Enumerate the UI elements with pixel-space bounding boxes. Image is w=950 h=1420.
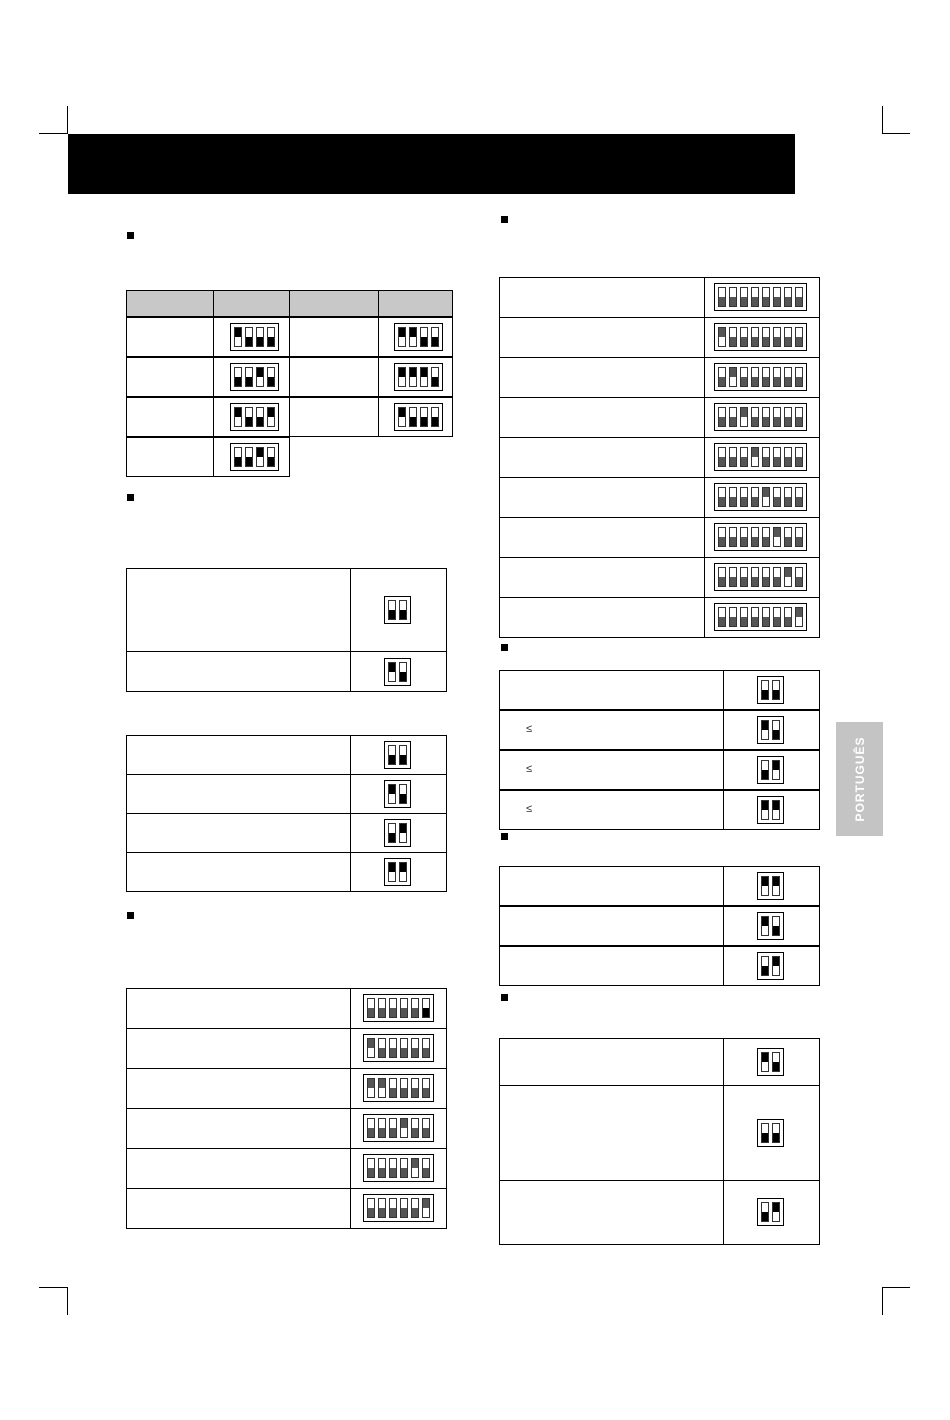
- dip-switch: [363, 1034, 434, 1062]
- dip-switch-lever: [367, 998, 375, 1018]
- dip-switch: [714, 603, 807, 631]
- dip-switch-lever: [398, 407, 406, 427]
- dip-switch: [384, 658, 411, 686]
- dip-switch-lever: [256, 367, 264, 387]
- table-divider: [723, 907, 724, 945]
- dip-switch-lever: [388, 862, 396, 882]
- dip-switch-lever: [400, 998, 408, 1018]
- dip-switch-lever: [389, 1078, 397, 1098]
- less-or-equal-symbol: ≤: [526, 723, 533, 735]
- section-bullet: [127, 494, 134, 501]
- dip-switch-lever: [740, 487, 748, 507]
- dip-switch-lever: [761, 876, 769, 896]
- dip-switch-lever: [378, 998, 386, 1018]
- dip-switch-lever: [740, 527, 748, 547]
- table-divider: [378, 318, 379, 356]
- dip-switch-lever: [398, 367, 406, 387]
- dip-switch-lever: [772, 1202, 780, 1222]
- dip-switch-lever: [400, 1198, 408, 1218]
- table-divider: [350, 736, 351, 774]
- dip-switch-lever: [762, 327, 770, 347]
- dip-switch-lever: [431, 407, 439, 427]
- dip-switch-lever: [773, 607, 781, 627]
- dip-switch-lever: [245, 407, 253, 427]
- table-divider: [350, 1149, 351, 1188]
- dip-switch-lever: [795, 287, 803, 307]
- dip-switch-lever: [398, 327, 406, 347]
- table-divider: [350, 652, 351, 691]
- crop-mark-bottom-left-h: [39, 1287, 67, 1288]
- dip-switch: [714, 403, 807, 431]
- dip-switch-lever: [761, 800, 769, 820]
- dip-switch-lever: [718, 327, 726, 347]
- dip-switch-lever: [420, 367, 428, 387]
- table-divider: [350, 989, 351, 1028]
- dip-switch-lever: [388, 784, 396, 804]
- table-divider: [350, 1189, 351, 1228]
- dip-switch-lever: [773, 407, 781, 427]
- dip-switch-lever: [399, 745, 407, 765]
- dip-switch-lever: [378, 1158, 386, 1178]
- dip-switch-lever: [411, 1198, 419, 1218]
- dip-switch: [363, 1194, 434, 1222]
- dip-switch: [394, 323, 443, 351]
- dip-switch-lever: [718, 607, 726, 627]
- dip-switch-lever: [795, 367, 803, 387]
- dip-switch: [714, 563, 807, 591]
- table-divider: [723, 1039, 724, 1085]
- dip-switch-lever: [411, 1078, 419, 1098]
- table-divider: [350, 569, 351, 651]
- dip-switch-lever: [399, 662, 407, 682]
- dip-switch-lever: [729, 487, 737, 507]
- dip-switch: [230, 323, 279, 351]
- dip-switch-lever: [729, 567, 737, 587]
- dip-switch-lever: [422, 1158, 430, 1178]
- dip-switch-lever: [431, 367, 439, 387]
- dip-switch-lever: [422, 998, 430, 1018]
- table-divider: [350, 1109, 351, 1148]
- dip-switch-lever: [762, 447, 770, 467]
- table-divider: [723, 751, 724, 789]
- section-bullet: [127, 912, 134, 919]
- dip-switch-lever: [795, 327, 803, 347]
- dip-switch-lever: [729, 447, 737, 467]
- dip-switch-lever: [772, 680, 780, 700]
- table-header-cell: [213, 290, 290, 317]
- language-side-tab-label: PORTUGUÊS: [852, 736, 867, 822]
- dip-switch-lever: [762, 487, 770, 507]
- table-divider: [723, 711, 724, 749]
- dip-switch-lever: [234, 407, 242, 427]
- dip-switch-lever: [378, 1198, 386, 1218]
- section-bullet: [501, 216, 508, 223]
- dip-switch-lever: [751, 487, 759, 507]
- table-divider: [704, 398, 705, 437]
- dip-switch-lever: [267, 367, 275, 387]
- dip-switch-lever: [411, 998, 419, 1018]
- dip-switch-lever: [367, 1038, 375, 1058]
- table-divider: [723, 791, 724, 829]
- dip-switch-lever: [772, 1052, 780, 1072]
- dip-switch-lever: [389, 1118, 397, 1138]
- dip-switch: [394, 403, 443, 431]
- dip-switch: [757, 796, 784, 824]
- dip-switch-lever: [400, 1078, 408, 1098]
- dip-switch-lever: [784, 487, 792, 507]
- table-divider: [289, 358, 290, 396]
- dip-switch-lever: [795, 407, 803, 427]
- dip-switch-lever: [772, 876, 780, 896]
- dip-switch-lever: [761, 916, 769, 936]
- dip-switch-lever: [245, 327, 253, 347]
- table-divider: [213, 318, 214, 356]
- section-bullet: [501, 994, 508, 1001]
- dip-switch-lever: [795, 567, 803, 587]
- table-divider: [704, 558, 705, 597]
- table-divider: [289, 318, 290, 356]
- dip-switch-lever: [378, 1118, 386, 1138]
- table-divider: [289, 398, 290, 436]
- dip-switch-lever: [367, 1198, 375, 1218]
- crop-mark-top-left-h: [39, 133, 67, 134]
- table-divider: [723, 1181, 724, 1244]
- dip-switch: [757, 676, 784, 704]
- dip-switch-lever: [740, 407, 748, 427]
- dip-switch: [714, 323, 807, 351]
- dip-switch-lever: [751, 447, 759, 467]
- dip-switch-lever: [399, 823, 407, 843]
- dip-switch: [384, 596, 411, 624]
- dip-switch: [757, 1048, 784, 1076]
- dip-switch-lever: [409, 407, 417, 427]
- dip-switch: [230, 403, 279, 431]
- dip-switch-lever: [399, 784, 407, 804]
- dip-switch-lever: [267, 327, 275, 347]
- dip-switch-lever: [784, 567, 792, 587]
- dip-switch-lever: [431, 327, 439, 347]
- dip-switch-lever: [367, 1078, 375, 1098]
- dip-switch-lever: [729, 407, 737, 427]
- table-divider: [723, 867, 724, 905]
- less-or-equal-symbol: ≤: [526, 803, 533, 815]
- dip-switch-lever: [762, 567, 770, 587]
- dip-switch-lever: [399, 600, 407, 620]
- dip-switch: [714, 283, 807, 311]
- table-divider: [213, 438, 214, 476]
- dip-switch: [757, 872, 784, 900]
- dip-switch-lever: [773, 487, 781, 507]
- dip-switch-lever: [784, 327, 792, 347]
- crop-mark-top-right-h: [882, 133, 910, 134]
- dip-switch-lever: [718, 287, 726, 307]
- dip-switch: [363, 1114, 434, 1142]
- dip-switch: [714, 483, 807, 511]
- dip-switch-lever: [773, 567, 781, 587]
- dip-switch-lever: [729, 607, 737, 627]
- dip-switch: [363, 1074, 434, 1102]
- dip-switch: [757, 952, 784, 980]
- dip-switch: [394, 363, 443, 391]
- table-divider: [350, 775, 351, 813]
- dip-switch-lever: [795, 607, 803, 627]
- dip-switch-lever: [772, 720, 780, 740]
- dip-switch-lever: [772, 956, 780, 976]
- dip-switch-lever: [772, 760, 780, 780]
- dip-switch: [384, 741, 411, 769]
- dip-switch-lever: [718, 447, 726, 467]
- table-divider: [723, 1086, 724, 1180]
- table-divider: [704, 358, 705, 397]
- dip-switch-lever: [740, 567, 748, 587]
- dip-switch-lever: [256, 327, 264, 347]
- table-divider: [723, 947, 724, 985]
- dip-switch-lever: [718, 367, 726, 387]
- dip-switch-lever: [409, 367, 417, 387]
- dip-switch-lever: [422, 1038, 430, 1058]
- dip-switch-lever: [400, 1118, 408, 1138]
- dip-switch: [757, 1119, 784, 1147]
- dip-switch-lever: [784, 407, 792, 427]
- table-divider: [350, 1069, 351, 1108]
- dip-switch: [384, 819, 411, 847]
- dip-switch-lever: [784, 367, 792, 387]
- dip-switch-lever: [784, 447, 792, 467]
- table-divider: [704, 318, 705, 357]
- dip-switch-lever: [420, 407, 428, 427]
- dip-switch-lever: [245, 367, 253, 387]
- dip-switch: [363, 994, 434, 1022]
- table-divider: [213, 398, 214, 436]
- table-divider: [378, 358, 379, 396]
- dip-switch-lever: [367, 1118, 375, 1138]
- dip-switch: [230, 443, 279, 471]
- dip-switch-lever: [422, 1078, 430, 1098]
- section-bullet: [501, 833, 508, 840]
- less-or-equal-symbol: ≤: [526, 763, 533, 775]
- dip-switch-lever: [751, 527, 759, 547]
- dip-switch-lever: [411, 1038, 419, 1058]
- dip-switch-lever: [267, 447, 275, 467]
- table-header-cell: [126, 290, 214, 317]
- table-divider: [350, 853, 351, 891]
- crop-mark-bottom-right-v: [882, 1287, 883, 1315]
- dip-switch-lever: [256, 447, 264, 467]
- dip-switch: [757, 756, 784, 784]
- dip-switch-lever: [256, 407, 264, 427]
- dip-switch: [714, 443, 807, 471]
- dip-switch-lever: [772, 800, 780, 820]
- table-divider: [704, 438, 705, 477]
- crop-mark-top-left-v: [67, 106, 68, 134]
- dip-switch-lever: [718, 527, 726, 547]
- dip-switch-lever: [784, 607, 792, 627]
- section-bullet: [127, 232, 134, 239]
- dip-switch-lever: [718, 487, 726, 507]
- dip-switch-lever: [773, 527, 781, 547]
- table-divider: [704, 278, 705, 317]
- table-divider: [723, 671, 724, 709]
- dip-switch-lever: [773, 327, 781, 347]
- dip-switch-lever: [409, 327, 417, 347]
- dip-switch-lever: [762, 407, 770, 427]
- dip-switch-lever: [795, 487, 803, 507]
- dip-switch-lever: [718, 407, 726, 427]
- dip-switch-lever: [420, 327, 428, 347]
- dip-switch-lever: [761, 680, 769, 700]
- dip-switch-lever: [378, 1038, 386, 1058]
- dip-switch-lever: [751, 407, 759, 427]
- dip-switch-lever: [761, 1052, 769, 1072]
- dip-switch-lever: [784, 287, 792, 307]
- dip-switch: [230, 363, 279, 391]
- dip-switch-lever: [729, 367, 737, 387]
- dip-switch-lever: [751, 567, 759, 587]
- dip-switch-lever: [411, 1158, 419, 1178]
- dip-switch-lever: [762, 367, 770, 387]
- dip-switch-lever: [751, 607, 759, 627]
- dip-switch: [363, 1154, 434, 1182]
- dip-switch-lever: [411, 1118, 419, 1138]
- dip-switch-lever: [718, 567, 726, 587]
- dip-switch-lever: [389, 1038, 397, 1058]
- dip-switch-lever: [400, 1038, 408, 1058]
- dip-switch-lever: [740, 287, 748, 307]
- dip-switch-lever: [762, 527, 770, 547]
- dip-switch-lever: [772, 916, 780, 936]
- dip-switch-lever: [729, 287, 737, 307]
- dip-switch-lever: [389, 1198, 397, 1218]
- dip-switch-lever: [740, 607, 748, 627]
- dip-switch-lever: [245, 447, 253, 467]
- section-bullet: [501, 644, 508, 651]
- dip-switch-lever: [234, 327, 242, 347]
- dip-switch-lever: [400, 1158, 408, 1178]
- dip-switch-lever: [740, 367, 748, 387]
- dip-switch-lever: [751, 367, 759, 387]
- dip-switch-lever: [388, 823, 396, 843]
- dip-switch-lever: [772, 1123, 780, 1143]
- table-divider: [704, 518, 705, 557]
- dip-switch-lever: [729, 327, 737, 347]
- dip-switch-lever: [388, 745, 396, 765]
- dip-switch-lever: [234, 367, 242, 387]
- table-divider: [704, 478, 705, 517]
- table-divider: [350, 814, 351, 852]
- dip-switch-lever: [367, 1158, 375, 1178]
- table-divider: [350, 1029, 351, 1068]
- dip-switch-lever: [761, 760, 769, 780]
- dip-switch-lever: [795, 447, 803, 467]
- dip-switch-lever: [761, 720, 769, 740]
- dip-switch-lever: [740, 327, 748, 347]
- dip-switch-lever: [388, 600, 396, 620]
- dip-switch-lever: [751, 327, 759, 347]
- dip-switch-lever: [773, 287, 781, 307]
- dip-switch-lever: [389, 1158, 397, 1178]
- crop-mark-top-right-v: [882, 106, 883, 134]
- language-side-tab: [836, 722, 883, 836]
- dip-switch: [757, 1198, 784, 1226]
- dip-switch-lever: [762, 607, 770, 627]
- table-header-cell: [378, 290, 453, 317]
- dip-switch-lever: [740, 447, 748, 467]
- dip-switch-lever: [267, 407, 275, 427]
- dip-switch-lever: [762, 287, 770, 307]
- table-divider: [213, 358, 214, 396]
- dip-switch-lever: [751, 287, 759, 307]
- dip-switch: [757, 716, 784, 744]
- dip-switch-lever: [234, 447, 242, 467]
- dip-switch-lever: [761, 1202, 769, 1222]
- dip-switch-lever: [784, 527, 792, 547]
- dip-switch-lever: [773, 447, 781, 467]
- table-header-cell: [289, 290, 379, 317]
- crop-mark-bottom-right-h: [882, 1287, 910, 1288]
- header-bar: [68, 134, 795, 194]
- dip-switch-lever: [773, 367, 781, 387]
- dip-switch-lever: [422, 1118, 430, 1138]
- dip-switch: [757, 912, 784, 940]
- dip-switch-lever: [388, 662, 396, 682]
- dip-switch-lever: [378, 1078, 386, 1098]
- dip-switch-lever: [399, 862, 407, 882]
- dip-switch: [714, 363, 807, 391]
- dip-switch-lever: [761, 1123, 769, 1143]
- dip-switch: [714, 523, 807, 551]
- dip-switch-lever: [795, 527, 803, 547]
- dip-switch-lever: [422, 1198, 430, 1218]
- table-divider: [704, 598, 705, 637]
- dip-switch-lever: [761, 956, 769, 976]
- dip-switch-lever: [729, 527, 737, 547]
- dip-switch-lever: [389, 998, 397, 1018]
- table-divider: [378, 398, 379, 436]
- crop-mark-bottom-left-v: [67, 1287, 68, 1315]
- dip-switch: [384, 780, 411, 808]
- dip-switch: [384, 858, 411, 886]
